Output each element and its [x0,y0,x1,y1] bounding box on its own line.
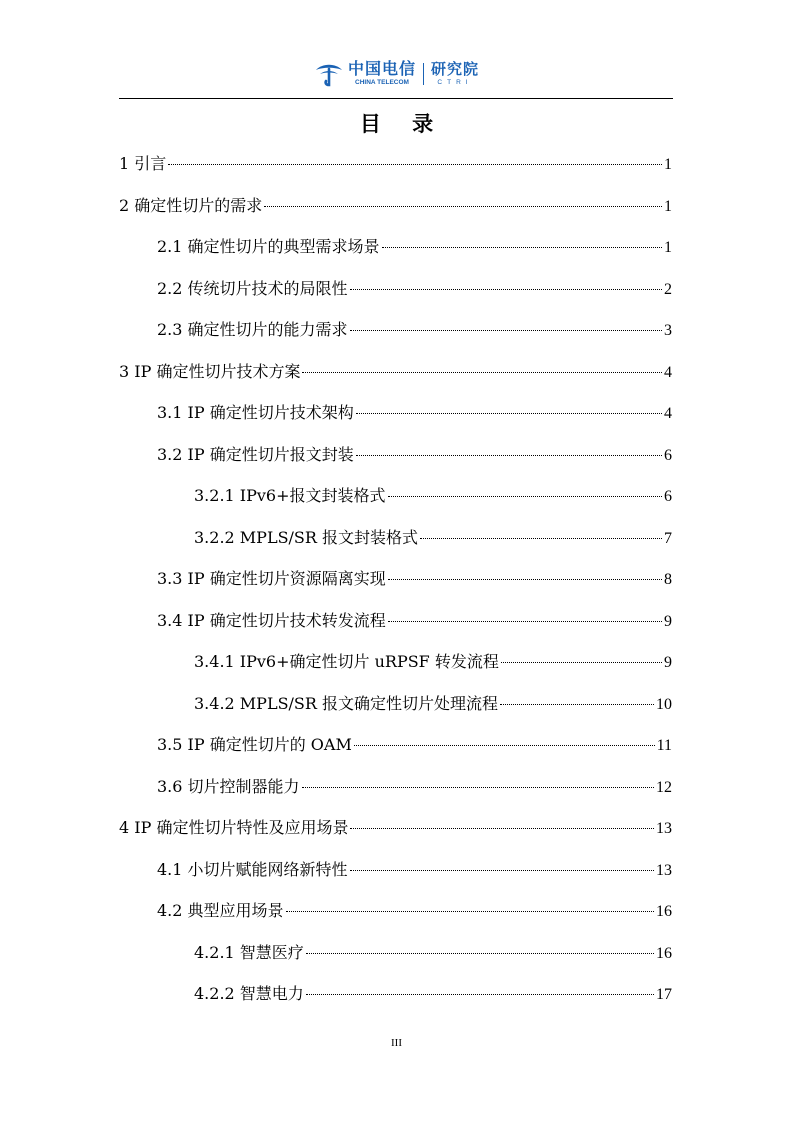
toc-leader-dots [356,455,662,456]
toc-entry-page: 9 [664,654,672,671]
toc-entry-label: 4.2 典型应用场景 [157,901,284,920]
toc-leader-dots [350,330,662,331]
toc-entry-page: 17 [656,986,672,1003]
toc-leader-dots [388,579,662,580]
toc-entry-label: 2.1 确定性切片的典型需求场景 [157,237,380,256]
toc-entry[interactable] [157,898,672,920]
toc-entry-label: 2.2 传统切片技术的局限性 [157,278,348,298]
toc-entry[interactable] [157,317,672,339]
toc-entry-label: 3.2 IP 确定性切片报文封装 [157,444,354,464]
toc-entry-page: 13 [656,861,672,879]
toc-leader-dots [168,164,662,165]
toc-leader-dots [354,745,655,746]
toc-leader-dots [501,662,662,663]
toc-entry-label: 4.2.1 智慧医疗 [194,942,304,962]
toc-entry[interactable] [194,525,672,547]
toc-entry[interactable] [194,981,672,1003]
toc-leader-dots [388,496,662,497]
toc-entry-label: 1 引言 [119,154,167,173]
toc-entry-label: 3.2.1 IPv6+报文封装格式 [194,486,386,505]
toc-entry[interactable] [157,774,672,796]
toc-entry-page: 1 [664,156,672,173]
toc-entry-label: 4.2.2 智慧电力 [194,984,304,1003]
toc-entry[interactable] [157,608,672,630]
toc-leader-dots [420,538,662,539]
toc-entry[interactable] [119,151,672,173]
page-title: 目 录 [359,112,446,136]
toc-entry[interactable] [157,566,672,588]
toc-entry-page: 6 [664,488,672,505]
toc-leader-dots [306,953,654,954]
toc-entry-page: 1 [664,197,672,215]
toc-leader-dots [382,247,662,248]
toc-leader-dots [286,911,654,912]
page-number: III [391,1037,402,1049]
toc-leader-dots [306,994,654,995]
toc-entry[interactable] [157,857,672,879]
toc-entry-page: 4 [664,363,672,381]
toc-leader-dots [264,206,662,207]
toc-entry-page: 16 [656,903,672,920]
toc-entry-page: 11 [656,737,672,754]
toc-entry[interactable] [194,940,672,962]
toc-entry-page: 3 [664,322,672,339]
toc-entry[interactable] [194,649,672,671]
toc-entry-label: 4.1 小切片赋能网络新特性 [157,859,348,879]
institute-name-cn: 研究院 [431,59,480,78]
toc-leader-dots [350,289,662,290]
toc-leader-dots [356,413,662,414]
toc-entry-page: 9 [664,612,672,630]
toc-leader-dots [302,787,654,788]
toc-entry-label: 3.1 IP 确定性切片技术架构 [157,403,354,422]
toc-leader-dots [350,828,654,829]
toc-entry-label: 3.2.2 MPLS/SR 报文封装格式 [194,527,419,547]
toc-entry-page: 12 [656,778,672,796]
institute-name-en: CTRI [437,78,473,86]
toc-entry-label: 3.4 IP 确定性切片技术转发流程 [157,610,386,630]
toc-entry[interactable] [157,276,672,298]
toc-entry-label: 3.5 IP 确定性切片的 OAM [157,735,352,754]
toc-entry[interactable] [194,483,672,505]
toc-leader-dots [302,372,662,373]
logo-name-cn: 中国电信 [347,59,416,79]
toc-entry-page: 6 [664,446,672,464]
toc-entry-label: 3.4.2 MPLS/SR 报文确定性切片处理流程 [194,693,499,713]
toc-entry-label: 3 IP 确定性切片技术方案 [119,361,301,381]
toc-leader-dots [350,870,654,871]
toc-entry-page: 4 [664,405,672,422]
toc-entry-page: 13 [656,820,672,837]
toc-leader-dots [388,621,662,622]
toc-entry[interactable] [119,815,672,837]
toc-entry[interactable] [157,732,672,754]
logo-name-en: CHINA TELECOM [355,79,409,87]
toc-entry[interactable] [194,691,672,713]
toc-entry-label: 3.6 切片控制器能力 [157,776,300,796]
toc-entry[interactable] [157,234,672,256]
toc-entry-page: 16 [656,944,672,962]
toc-entry[interactable] [119,193,672,215]
toc-entry-label: 3.4.1 IPv6+确定性切片 uRPSF 转发流程 [194,652,499,671]
toc-entry-page: 10 [656,695,672,713]
toc-entry[interactable] [119,359,672,381]
toc-entry-label: 2 确定性切片的需求 [119,195,263,215]
toc-entry[interactable] [157,442,672,464]
toc-entry-page: 2 [664,280,672,298]
toc-entry-label: 2.3 确定性切片的能力需求 [157,320,348,339]
toc-entry-page: 7 [664,529,672,547]
toc-entry-page: 1 [664,239,672,256]
toc-entry-label: 3.3 IP 确定性切片资源隔离实现 [157,569,386,588]
toc-entry-page: 8 [664,571,672,588]
toc-entry-label: 4 IP 确定性切片特性及应用场景 [119,818,349,837]
toc-leader-dots [500,704,654,705]
toc-entry[interactable] [157,400,672,422]
